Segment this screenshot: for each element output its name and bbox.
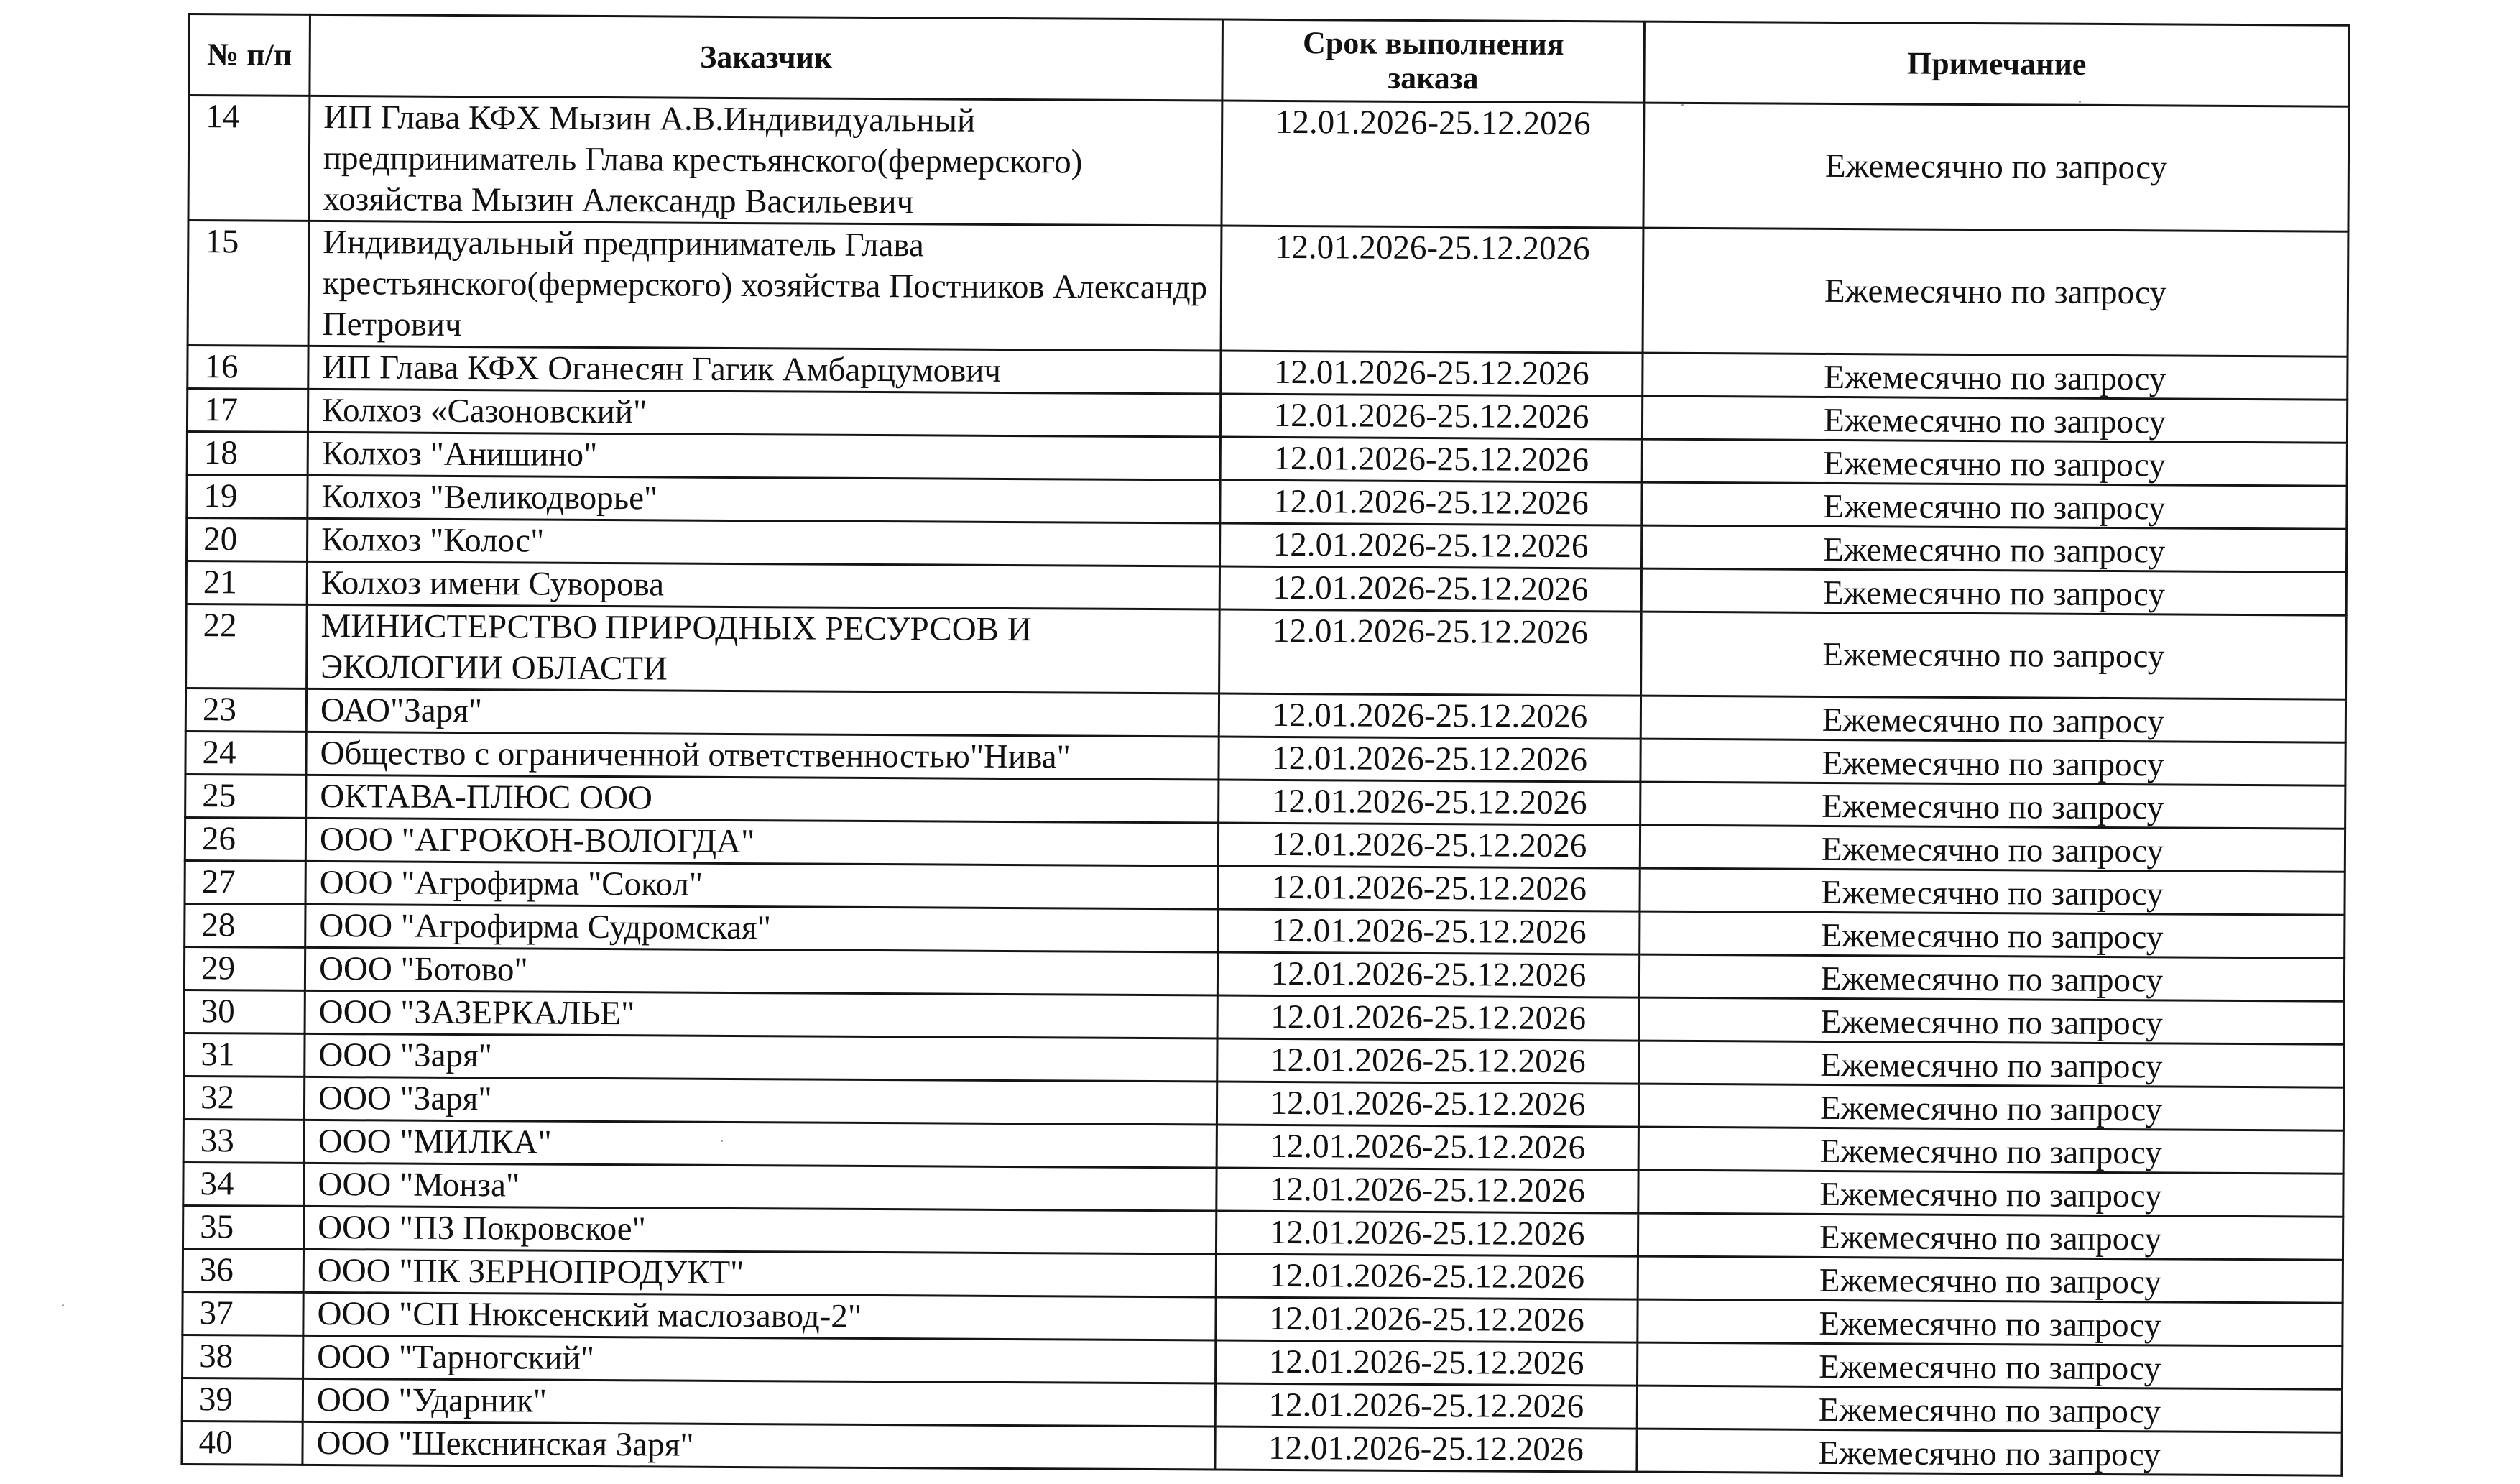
customer-name: ООО "МИЛКА"	[304, 1120, 1217, 1168]
row-note: Ежемесячно по запросу	[1643, 353, 2348, 400]
row-number: 27	[185, 860, 305, 904]
row-number: 23	[185, 688, 306, 732]
row-note: Ежемесячно по запросу	[1642, 396, 2347, 443]
row-note: Ежемесячно по запросу	[1639, 1041, 2344, 1087]
order-term: 12.01.2026-25.12.2026	[1218, 823, 1640, 868]
row-number: 18	[187, 431, 308, 475]
row-number: 15	[188, 221, 309, 346]
row-number: 40	[182, 1421, 303, 1465]
order-term: 12.01.2026-25.12.2026	[1219, 566, 1641, 612]
header-note: Примечание	[1644, 22, 2350, 106]
order-term: 12.01.2026-25.12.2026	[1221, 351, 1643, 396]
row-note: Ежемесячно по запросу	[1642, 482, 2347, 529]
table-header-row	[189, 14, 2350, 107]
header-customer: Заказчик	[310, 14, 1223, 101]
customer-name: Колхоз «Сазоновский"	[308, 389, 1220, 437]
customer-name: ООО "Ботово"	[305, 947, 1217, 995]
customer-name: ООО "Шекснинская Заря"	[303, 1421, 1215, 1470]
row-number: 14	[188, 96, 310, 221]
order-term: 12.01.2026-25.12.2026	[1222, 101, 1644, 228]
row-note: Ежемесячно по запросу	[1640, 868, 2345, 915]
order-term: 12.01.2026-25.12.2026	[1221, 226, 1643, 353]
customer-name: ИП Глава КФХ Мызин А.В.Индивидуальный предприниматель Глава крестьянского(фермерского) хозяйства Мызин Александр Васильевич	[309, 96, 1222, 226]
order-term: 12.01.2026-25.12.2026	[1215, 1427, 1637, 1472]
customer-name: ООО "Агрофирма "Сокол"	[305, 861, 1218, 909]
row-number: 36	[183, 1248, 303, 1292]
customer-name: ООО "Агрофирма Судромская"	[305, 904, 1218, 952]
customer-name: Общество с ограниченной ответственностью"Нива"	[306, 732, 1219, 780]
row-number: 22	[186, 604, 308, 688]
customer-name: ОКТАВА-ПЛЮС ООО	[306, 775, 1219, 823]
table-row	[186, 604, 2347, 699]
row-note: Ежемесячно по запросу	[1638, 1127, 2343, 1174]
row-number: 26	[185, 817, 305, 861]
row-number: 30	[184, 990, 305, 1033]
row-number: 17	[187, 389, 308, 433]
table-row	[188, 221, 2348, 357]
customer-name: ООО "Ударник"	[303, 1378, 1215, 1427]
row-note: Ежемесячно по запросу	[1640, 696, 2345, 742]
order-term: 12.01.2026-25.12.2026	[1219, 693, 1640, 739]
row-number: 16	[188, 346, 308, 390]
customer-name: ООО "Заря"	[304, 1077, 1217, 1125]
table-row	[188, 96, 2349, 232]
customers-orders-table	[180, 13, 2350, 1477]
order-term: 12.01.2026-25.12.2026	[1219, 780, 1640, 825]
row-note: Ежемесячно по запросу	[1638, 1342, 2343, 1389]
row-note: Ежемесячно по запросу	[1638, 1299, 2343, 1346]
order-term: 12.01.2026-25.12.2026	[1220, 394, 1642, 439]
header-number: № п/п	[189, 14, 310, 96]
row-note: Ежемесячно по запросу	[1639, 997, 2344, 1044]
scan-speck	[1681, 104, 1684, 106]
order-term: 12.01.2026-25.12.2026	[1219, 523, 1641, 568]
order-term: 12.01.2026-25.12.2026	[1220, 480, 1642, 525]
customer-name: Индивидуальный предприниматель Глава крестьянского(фермерского) хозяйства Постников Александр Петрович	[308, 221, 1222, 351]
row-note: Ежемесячно по запросу	[1640, 739, 2345, 785]
row-note: Ежемесячно по запросу	[1641, 568, 2346, 615]
row-number: 33	[183, 1119, 304, 1163]
row-number: 39	[182, 1378, 303, 1421]
order-term: 12.01.2026-25.12.2026	[1216, 1340, 1638, 1386]
row-number: 29	[184, 946, 305, 990]
scan-speck	[2079, 101, 2081, 103]
order-term: 12.01.2026-25.12.2026	[1219, 609, 1642, 696]
row-number: 24	[185, 731, 306, 775]
table-body	[182, 96, 2349, 1476]
customer-name: ОАО"Заря"	[306, 688, 1219, 737]
customer-name: ООО "ПК ЗЕРНОПРОДУКТ"	[303, 1249, 1216, 1297]
row-note: Ежемесячно по запросу	[1640, 911, 2345, 958]
row-note: Ежемесячно по запросу	[1638, 1213, 2343, 1260]
row-number: 25	[185, 774, 306, 818]
row-note: Ежемесячно по запросу	[1637, 1429, 2342, 1475]
row-number: 35	[183, 1205, 303, 1249]
row-number: 28	[185, 903, 305, 947]
row-number: 32	[183, 1076, 304, 1120]
order-term: 12.01.2026-25.12.2026	[1217, 952, 1639, 997]
row-note: Ежемесячно по запросу	[1640, 782, 2345, 829]
row-note: Ежемесячно по запросу	[1638, 1170, 2343, 1217]
scan-speck	[62, 1304, 64, 1306]
row-number: 21	[186, 561, 307, 604]
customer-name: Колхоз "Анишино"	[308, 432, 1220, 480]
row-note: Ежемесячно по запросу	[1641, 612, 2347, 699]
row-number: 34	[183, 1162, 304, 1206]
row-note: Ежемесячно по запросу	[1638, 1084, 2343, 1130]
customer-name: ООО "Монза"	[304, 1163, 1217, 1211]
order-term: 12.01.2026-25.12.2026	[1220, 437, 1642, 482]
row-note: Ежемесячно по запросу	[1638, 1256, 2343, 1303]
row-number: 20	[187, 517, 308, 561]
order-term: 12.01.2026-25.12.2026	[1216, 1297, 1638, 1342]
row-number: 37	[183, 1291, 303, 1335]
row-note: Ежемесячно по запросу	[1643, 103, 2349, 231]
order-term: 12.01.2026-25.12.2026	[1217, 995, 1639, 1041]
customer-name: ООО "СП Нюксенский маслозавод-2"	[303, 1292, 1216, 1340]
order-term: 12.01.2026-25.12.2026	[1218, 909, 1640, 954]
customer-name: ООО "Тарногский"	[303, 1335, 1216, 1383]
order-term: 12.01.2026-25.12.2026	[1217, 1038, 1639, 1084]
customer-name: ООО "Заря"	[305, 1033, 1217, 1082]
customer-name: Колхоз "Великодворье"	[308, 475, 1220, 523]
row-note: Ежемесячно по запросу	[1642, 439, 2347, 486]
customer-name: Колхоз "Колос"	[308, 518, 1220, 566]
row-number: 31	[184, 1033, 305, 1077]
row-note: Ежемесячно по запросу	[1639, 954, 2344, 1001]
customer-name: МИНИСТЕРСТВО ПРИРОДНЫХ РЕСУРСОВ И ЭКОЛОГИИ ОБЛАСТИ	[307, 604, 1220, 693]
row-note: Ежемесячно по запросу	[1640, 825, 2345, 872]
scan-speck	[721, 1140, 723, 1142]
order-term: 12.01.2026-25.12.2026	[1216, 1211, 1638, 1256]
order-term: 12.01.2026-25.12.2026	[1217, 1082, 1638, 1127]
row-note: Ежемесячно по запросу	[1641, 525, 2346, 572]
customer-name: ООО "АГРОКОН-ВОЛОГДА"	[305, 818, 1218, 866]
customer-name: ООО "ЗАЗЕРКАЛЬЕ"	[305, 990, 1217, 1038]
row-note: Ежемесячно по запросу	[1643, 228, 2348, 356]
row-note: Ежемесячно по запросу	[1637, 1386, 2342, 1432]
customer-name: ООО "ПЗ Покровское"	[303, 1206, 1216, 1254]
order-term: 12.01.2026-25.12.2026	[1219, 737, 1640, 782]
order-term: 12.01.2026-25.12.2026	[1217, 1168, 1638, 1213]
row-number: 38	[183, 1335, 303, 1378]
order-term: 12.01.2026-25.12.2026	[1216, 1254, 1638, 1299]
order-term: 12.01.2026-25.12.2026	[1217, 1125, 1638, 1170]
header-term: Срок выполнения заказа	[1222, 19, 1645, 103]
order-term: 12.01.2026-25.12.2026	[1218, 866, 1640, 911]
customer-name: ИП Глава КФХ Оганесян Гагик Амбарцумович	[308, 346, 1221, 394]
row-number: 19	[187, 474, 308, 518]
customer-name: Колхоз имени Суворова	[307, 561, 1219, 609]
order-term: 12.01.2026-25.12.2026	[1215, 1383, 1637, 1429]
